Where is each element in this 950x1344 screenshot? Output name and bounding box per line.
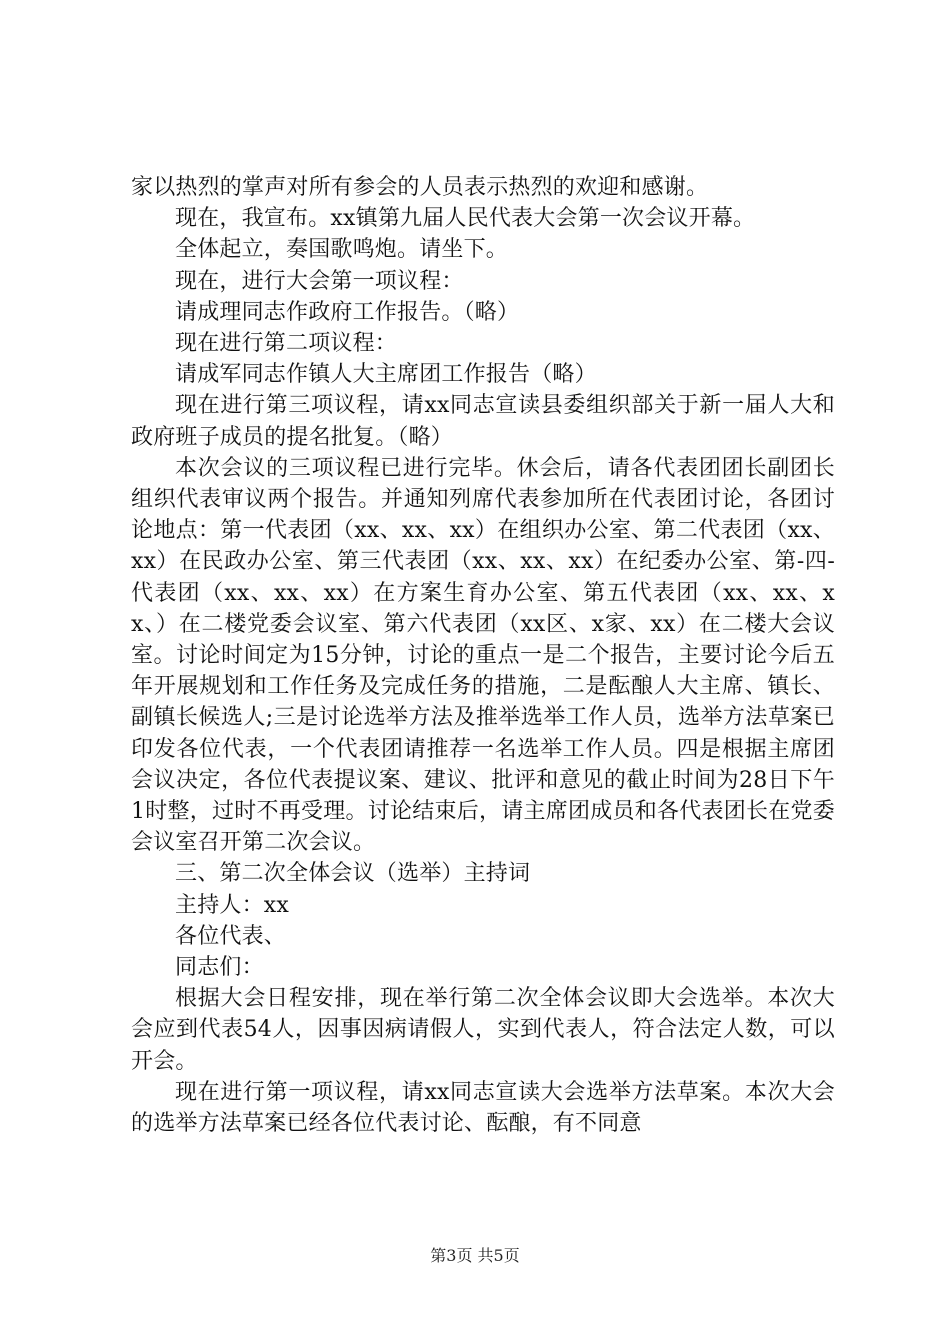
paragraph-host: 主持人：xx xyxy=(175,892,290,918)
paragraph-opening-announcement: 现在，我宣布。xx镇第九届人民代表大会第一次会议开幕。 xyxy=(175,206,756,232)
paragraph-agenda-1-intro: 现在，进行大会第一项议程： xyxy=(175,268,464,294)
paragraph-national-anthem: 全体起立，奏国歌鸣炮。请坐下。 xyxy=(175,237,509,263)
paragraph-agenda-2-intro: 现在进行第二项议程： xyxy=(175,331,398,357)
page-number-label: 第3页 共5页 xyxy=(430,1246,520,1265)
paragraph-agenda-3: 现在进行第三项议程，请xx同志宣读县委组织部关于新一届人大和政府班子成员的提名批复。（略） xyxy=(131,393,835,450)
paragraph-discussion-arrangement: 本次会议的三项议程已进行完毕。休会后，请各代表团团长副团长组织代表审议两个报告。并通知列席代表参加所在代表团讨论，各团讨论地点：第一代表团（xx、xx、xx）在组织办公室、第二代表团（xx、xx）在民政办公室、第三代表团（xx、xx、xx）在纪委办公室、第-四-代表团（xx、xx、xx）在方案生育办公室、第五代表团（xx、xx、xx、）在二楼党委会议室、第六代表团（xx区、x家、xx）在二楼大会议室。讨论时间定为15分钟，讨论的重点一是二个报告，主要讨论今后五年开展规划和工作任务及完成任务的措施，二是酝酿人大主席、镇长、副镇长候选人;三是讨论选举方法及推举选举工作人员，选举方法草案已印发各位代表，一个代表团请推荐一名选举工作人员。四是根据主席团会议决定，各位代表提议案、建议、批评和意见的截止时间为28日下午1时整，过时不再受理。讨论结束后，请主席团成员和各代表团长在党委会议室召开第二次会议。 xyxy=(131,455,835,856)
paragraph-agenda-1-item: 请成理同志作政府工作报告。（略） xyxy=(175,299,520,325)
paragraph-salutation-delegates: 各位代表、 xyxy=(175,923,287,949)
section-heading-election: 三、第二次全体会议（选举）主持词 xyxy=(175,861,531,887)
paragraph-salutation-comrades: 同志们： xyxy=(175,955,264,981)
paragraph-agenda-2-item: 请成军同志作镇人大主席团工作报告（略） xyxy=(175,362,597,388)
paragraph-attendance: 根据大会日程安排，现在举行第二次全体会议即大会选举。本次大会应到代表54人，因事因病请假人，实到代表人，符合法定人数，可以开会。 xyxy=(131,986,835,1074)
document-body xyxy=(131,172,835,1139)
page-footer xyxy=(0,1243,950,1266)
paragraph-continuation: 家以热烈的掌声对所有参会的人员表示热烈的欢迎和感谢。 xyxy=(131,175,709,200)
paragraph-election-method: 现在进行第一项议程，请xx同志宣读大会选举方法草案。本次大会的选举方法草案已经各位代表讨论、酝酿，有不同意 xyxy=(131,1079,835,1137)
